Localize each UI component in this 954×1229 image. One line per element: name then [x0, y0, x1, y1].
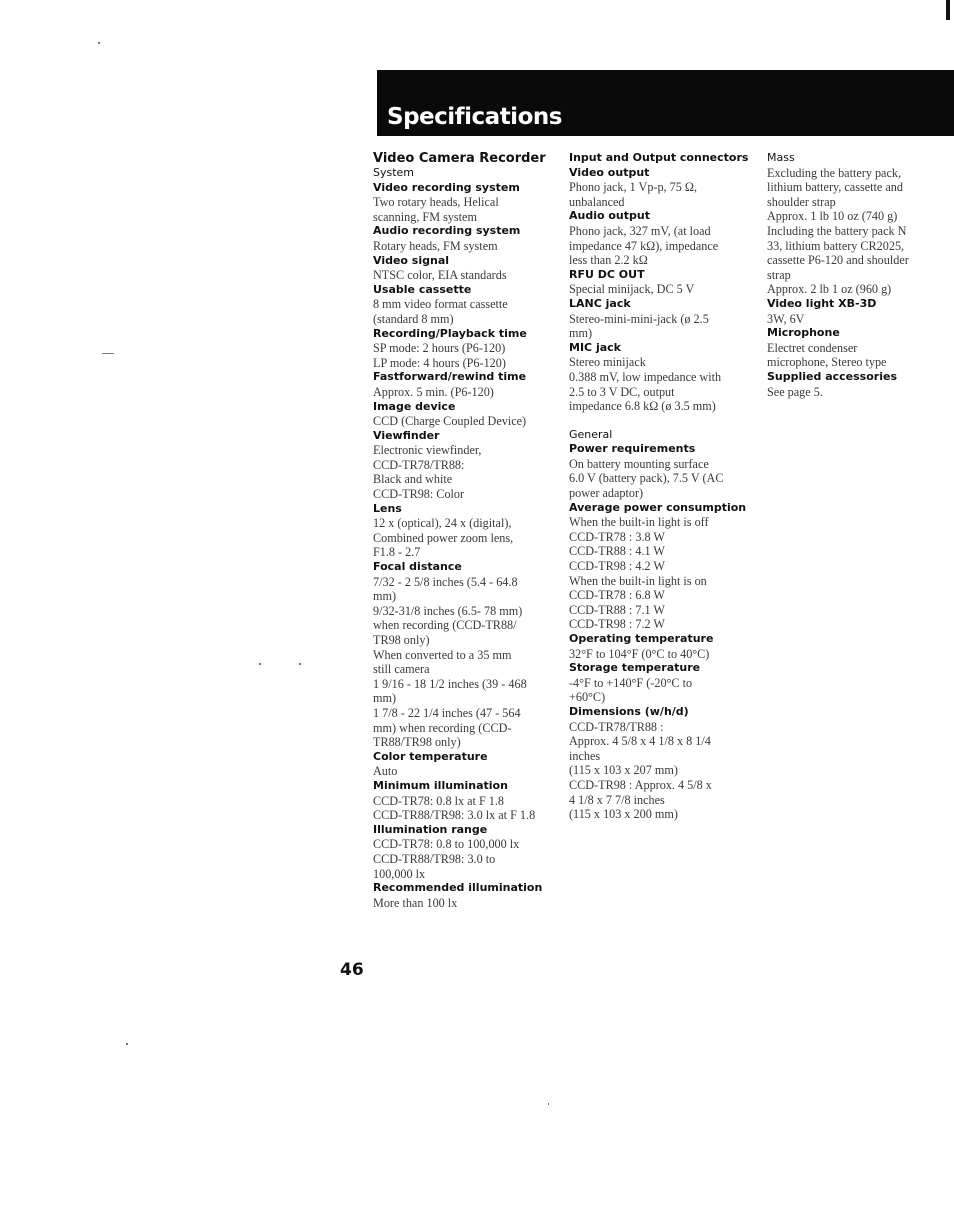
spec-value-line: Approx. 5 min. (P6-120)	[373, 384, 494, 399]
spec-value-line: When the built-in light is on	[569, 573, 707, 588]
spec-entry-video-signal	[373, 254, 553, 283]
spec-list-accessories	[767, 297, 939, 399]
spec-value-line: when recording (CCD-TR88/	[373, 618, 517, 633]
spec-value-line: CCD (Charge Coupled Device)	[373, 414, 527, 429]
system-heading: System	[373, 166, 415, 179]
spec-value-line: CCD-TR78 : 3.8 W	[569, 529, 665, 544]
spec-entry-average-power-consumption	[569, 501, 754, 632]
spec-value-line: Black and white	[373, 472, 453, 487]
spec-entry-mic-jack	[569, 341, 754, 414]
spec-label: MIC jack	[569, 340, 621, 354]
spec-value-line: 8 mm video format cassette	[373, 297, 508, 312]
spec-entry-color-temperature	[373, 750, 553, 779]
spec-label: Audio output	[569, 209, 650, 223]
spec-value-line: Approx. 4 5/8 x 4 1/8 x 8 1/4	[569, 734, 711, 749]
spec-value-line: impedance 6.8 kΩ (ø 3.5 mm)	[569, 399, 716, 414]
spec-value-line: Auto	[373, 764, 398, 779]
spec-value-line: 7/32 - 2 5/8 inches (5.4 - 64.8	[373, 574, 518, 589]
spec-value-line: 0.388 mV, low impedance with	[569, 369, 722, 384]
spec-value-line: 4 1/8 x 7 7/8 inches	[569, 792, 665, 807]
spec-value-line: CCD-TR78/TR88:	[373, 457, 465, 472]
column-mass-accessories	[767, 151, 939, 399]
spec-value-line: 1 9/16 - 18 1/2 inches (39 - 468	[373, 676, 527, 691]
spec-value-line: +60°C)	[569, 690, 606, 705]
spec-value-line: 12 x (optical), 24 x (digital),	[373, 516, 512, 531]
scan-speck	[299, 663, 301, 665]
spec-entry-rfu-dc-out	[569, 268, 754, 297]
spec-entry-storage-temperature	[569, 661, 754, 705]
spec-label: Power requirements	[569, 442, 696, 456]
spec-value-line: Phono jack, 1 Vp-p, 75 Ω,	[569, 180, 697, 195]
spec-value-line: power adaptor)	[569, 486, 644, 501]
spec-entry-image-device	[373, 400, 553, 429]
spec-label: LANC jack	[569, 296, 631, 310]
spec-value-line: cassette P6-120 and shoulder	[767, 253, 909, 268]
spec-value-line: 3W, 6V	[767, 311, 805, 326]
spec-entry-input-and-output-connectors	[569, 151, 754, 166]
spec-value-line: Combined power zoom lens,	[373, 530, 514, 545]
spec-value-line: -4°F to +140°F (-20°C to	[569, 675, 693, 690]
spec-label: Lens	[373, 501, 402, 515]
spec-value-line: inches	[569, 748, 601, 763]
spec-value-line: mm)	[569, 326, 593, 341]
spec-value-line: CCD-TR78/TR88 :	[569, 719, 664, 734]
spec-value-line: Approx. 1 lb 10 oz (740 g)	[767, 209, 898, 224]
spec-label: Microphone	[767, 326, 840, 340]
page-number: 46	[340, 960, 364, 980]
column-connectors-general	[569, 151, 754, 822]
spec-value-line: NTSC color, EIA standards	[373, 268, 507, 283]
spec-value-line: 33, lithium battery CR2025,	[767, 238, 905, 253]
spec-entry-dimensions-w-h-d	[569, 705, 754, 822]
spec-label: Storage temperature	[569, 661, 701, 675]
spec-value-line: Stereo minijack	[569, 355, 646, 370]
spec-label: Focal distance	[373, 560, 462, 574]
spec-entry-minimum-illumination	[373, 779, 553, 823]
spec-value-line: Phono jack, 327 mV, (at load	[569, 223, 711, 238]
spec-value-line: Excluding the battery pack,	[767, 165, 902, 180]
spec-value-line: See page 5.	[767, 384, 823, 399]
spec-entry-video-recording-system	[373, 181, 553, 225]
spec-label: Video light XB-3D	[767, 296, 877, 310]
spec-label: Supplied accessories	[767, 369, 897, 383]
spec-value-line: CCD-TR98: Color	[373, 487, 465, 502]
spec-value-line: unbalanced	[569, 194, 625, 209]
spec-label: Fastforward/rewind time	[373, 370, 527, 384]
spec-value-line: CCD-TR88/TR98: 3.0 lx at F 1.8	[373, 808, 536, 823]
spec-value-line: CCD-TR78: 0.8 lx at F 1.8	[373, 793, 505, 808]
spec-entry-video-light-xb-3d	[767, 297, 939, 326]
spec-entry-fastforward-rewind-time	[373, 370, 553, 399]
spec-label: Video recording system	[373, 180, 520, 194]
spec-entry-video-output	[569, 166, 754, 210]
spec-value-line: 1 7/8 - 22 1/4 inches (47 - 564	[373, 705, 521, 720]
spec-entry-focal-distance	[373, 560, 553, 750]
spec-value-line: 6.0 V (battery pack), 7.5 V (AC	[569, 471, 724, 486]
spec-entry-illumination-range	[373, 823, 553, 881]
mass-heading: Mass	[767, 151, 795, 164]
spec-value-line: Including the battery pack N	[767, 223, 907, 238]
spec-entry-recording-playback-time	[373, 327, 553, 371]
spec-label: Recommended illumination	[373, 881, 543, 895]
spec-value-line: CCD-TR78: 0.8 to 100,000 lx	[373, 837, 520, 852]
spec-value-line: 100,000 lx	[373, 866, 426, 881]
spec-value-line: mm)	[373, 589, 397, 604]
spec-value-line: CCD-TR98 : 4.2 W	[569, 559, 665, 574]
specifications-banner	[377, 70, 954, 136]
spec-entry-lens	[373, 502, 553, 560]
spec-value-line: TR98 only)	[373, 633, 430, 647]
spec-label: Minimum illumination	[373, 778, 508, 792]
spec-entry-supplied-accessories	[767, 370, 939, 399]
spec-value-line: CCD-TR98 : Approx. 4 5/8 x	[569, 777, 712, 792]
spec-value-line: Approx. 2 lb 1 oz (960 g)	[767, 282, 892, 297]
spec-entry-lanc-jack	[569, 297, 754, 341]
spec-value-line: SP mode: 2 hours (P6-120)	[373, 341, 506, 356]
spec-entry-viewfinder	[373, 429, 553, 502]
spec-value-line: 32°F to 104°F (0°C to 40°C)	[569, 646, 710, 661]
spec-value-line: still camera	[373, 662, 430, 677]
spec-value-line: lithium battery, cassette and	[767, 180, 903, 195]
spec-value-line: When the built-in light is off	[569, 515, 709, 530]
spec-label: Average power consumption	[569, 500, 747, 514]
spec-list-general	[569, 442, 754, 821]
spec-value-line: Special minijack, DC 5 V	[569, 282, 695, 297]
spec-value-line: mm) when recording (CCD-	[373, 720, 512, 735]
spec-value-line: CCD-TR88/TR98: 3.0 to	[373, 851, 496, 866]
scan-speck	[102, 353, 114, 354]
spec-entry-microphone	[767, 326, 939, 370]
spec-value-line: (115 x 103 x 200 mm)	[569, 807, 678, 822]
spec-value-line: CCD-TR88 : 7.1 W	[569, 602, 665, 617]
section-title: Video Camera Recorder	[373, 151, 546, 166]
spec-label: Recording/Playback time	[373, 326, 527, 340]
spec-label: Color temperature	[373, 749, 488, 763]
spec-entry-operating-temperature	[569, 632, 754, 661]
spec-entry-usable-cassette	[373, 283, 553, 327]
spec-entry-recommended-illumination	[373, 881, 553, 910]
spec-value-line: TR88/TR98 only)	[373, 735, 461, 750]
page-edge-mark	[946, 0, 950, 20]
spec-label: Video signal	[373, 253, 450, 267]
spec-value-line: Electronic viewfinder,	[373, 443, 482, 458]
spec-value-line: strap	[767, 267, 791, 282]
spec-value-line: shoulder strap	[767, 194, 836, 209]
spec-label: Viewfinder	[373, 428, 440, 442]
spec-label: Dimensions (w/h/d)	[569, 704, 689, 718]
spec-label: Usable cassette	[373, 282, 472, 296]
spec-value-line: Two rotary heads, Helical	[373, 195, 499, 210]
spec-value-line: Stereo-mini-mini-jack (ø 2.5	[569, 311, 709, 326]
spec-label: Operating temperature	[569, 632, 714, 645]
spec-label: Illumination range	[373, 822, 488, 836]
spec-value-line: When converted to a 35 mm	[373, 647, 512, 662]
spec-value-line: scanning, FM system	[373, 209, 477, 224]
spec-list	[373, 181, 553, 911]
spec-label: Input and Output connectors	[569, 151, 749, 164]
spec-value-line: Electret condenser	[767, 340, 858, 355]
spec-value-line: 2.5 to 3 V DC, output	[569, 384, 675, 399]
spec-value-line: More than 100 lx	[373, 895, 458, 910]
column-video-camera-recorder	[373, 151, 553, 910]
spec-value-line: microphone, Stereo type	[767, 355, 887, 370]
spec-value-line: On battery mounting surface	[569, 456, 709, 471]
spec-value-line: CCD-TR88 : 4.1 W	[569, 544, 665, 559]
spec-label: RFU DC OUT	[569, 267, 645, 281]
spec-value-line: impedance 47 kΩ), impedance	[569, 238, 719, 253]
spec-value-line: Rotary heads, FM system	[373, 238, 498, 253]
scan-speck	[126, 1043, 128, 1045]
scan-speck	[98, 42, 100, 44]
spec-value-line: F1.8 - 2.7	[373, 545, 421, 560]
spec-value-line: (115 x 103 x 207 mm)	[569, 763, 678, 778]
general-heading: General	[569, 427, 613, 441]
spec-list-connectors	[569, 151, 754, 414]
page-title: Specifications	[387, 104, 562, 130]
spec-value-line: less than 2.2 kΩ	[569, 253, 648, 268]
spec-value-line: CCD-TR98 : 7.2 W	[569, 617, 665, 632]
spec-value-line: LP mode: 4 hours (P6-120)	[373, 355, 506, 370]
spec-entry-audio-output	[569, 209, 754, 267]
spec-value-line: mm)	[373, 691, 397, 706]
spec-label: Audio recording system	[373, 224, 521, 238]
spec-value-line: (standard 8 mm)	[373, 311, 454, 326]
spec-label: Image device	[373, 399, 456, 413]
spec-entry-audio-recording-system	[373, 224, 553, 253]
spec-entry-power-requirements	[569, 442, 754, 500]
scan-speck	[548, 1103, 549, 1105]
spec-label: Video output	[569, 165, 650, 179]
spec-value-line: 9/32-31/8 inches (6.5- 78 mm)	[373, 603, 523, 618]
spec-value-line: CCD-TR78 : 6.8 W	[569, 588, 665, 603]
scan-speck	[259, 663, 261, 665]
mass-details	[767, 166, 939, 297]
